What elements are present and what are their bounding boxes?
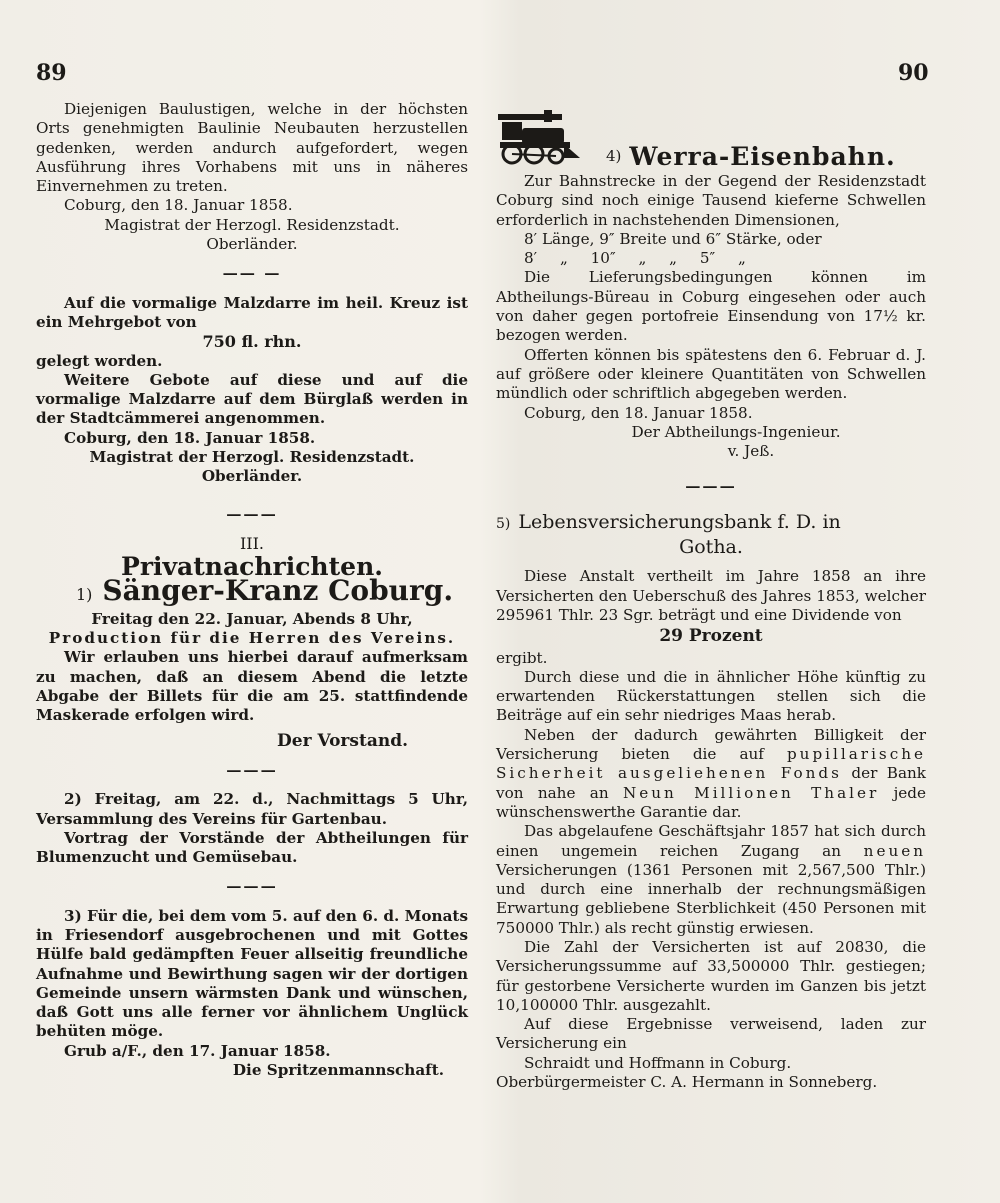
gotha-text-2: ergibt. (496, 648, 548, 667)
notice-text: Diejenigen Baulustigen, welche in der höchsten Orts genehmigten Baulinie Neubauten herzustellen gedenken, werden andurch aufgefordert, wegen Ausführung ihres Vorhabens mit uns in näheres Einvernehmen zu treten. (36, 100, 468, 196)
werra-dim-1: 8′ Länge, 9″ Breite und 6″ Stärke, oder (524, 229, 822, 248)
notice-malzdarre (36, 294, 468, 487)
page-number-left: 89 (36, 60, 67, 86)
werra-role: Der Abtheilungs-Ingenieur. (631, 422, 841, 441)
kranz-number: 1) (76, 584, 93, 604)
werra-date: Coburg, den 18. Januar 1858. (524, 403, 753, 422)
notice-gartenbau (36, 790, 468, 867)
notice-date: Coburg, den 18. Januar 1858. (64, 428, 316, 447)
notice-saengerkranz (36, 573, 468, 751)
gotha-text-5c: Versicherungen (1361 Personen mit 2,567,500 Thlr.) und durch eine innerhalb der rechnungsmäßigen Erwartung gebliebene Sterblichkeit (450 Personen mit 750000 Thlr.) als recht günstig erwiesen. (496, 860, 926, 937)
feuer-text: 3) Für die, bei dem vom 5. auf den 6. d. Monats in Friesendorf ausgebrochenen und mit Gottes Hülfe bald gedämpften Feuer allseitig freundliche Aufnahme und Bewirthung sagen wir der dortigen Gemeinde unsern wärmsten Dank und wünschen, daß Gott uns alle ferner vor ähnlichem Unglück behüten möge. (36, 906, 468, 1041)
left-column (36, 100, 468, 1080)
separator: ——— (226, 877, 278, 896)
gartenbau-text-2: Vortrag der Vorstände der Abtheilungen für Blumenzucht und Gemüsebau. (36, 828, 468, 867)
notice-amount: 750 fl. rhn. (202, 332, 302, 352)
gotha-text-4 (496, 726, 926, 822)
gotha-text: Diese Anstalt vertheilt im Jahre 1858 an ihre Versicherten den Ueberschuß des Jahres 1853, welcher 295961 Thlr. 23 Sgr. beträgt und eine Dividende von (496, 567, 926, 624)
notice-text-2: gelegt worden. (36, 351, 163, 370)
notice-signer: Oberländer. (206, 235, 298, 254)
werra-text-2: Die Lieferungsbedingungen können im Abtheilungs-Büreau in Coburg eingesehen oder auch von daher gegen portofreie Einsendung von 17½ kr. bezogen werden. (496, 268, 926, 345)
gotha-text-4c: der Bank von nahe an (496, 764, 926, 802)
section-title: Privatnachrichten. (121, 552, 383, 582)
gotha-text-4a: Neben der dadurch gewährten Billigkeit der Versicherung bieten die auf (496, 725, 926, 764)
werra-text-3: Offerten können bis spätestens den 6. Februar d. J. auf größere oder kleinere Quantitäten von Schwellen mündlich oder schriftlich abgegeben werden. (496, 345, 926, 403)
gotha-text-4d: Neun Millionen Thaler (622, 783, 880, 802)
gotha-number: 5) (496, 515, 511, 532)
gotha-text-4e: jede wünschenswerthe Garantie dar. (496, 783, 926, 821)
feuer-signer: Die Spritzenmannschaft. (232, 1061, 444, 1080)
gotha-title-2: Gotha. (679, 536, 743, 559)
feuer-date: Grub a/F., den 17. Januar 1858. (64, 1041, 331, 1060)
kranz-line-1: Freitag den 22. Januar, Abends 8 Uhr, (91, 609, 413, 628)
gotha-text-5a: Das abgelaufene Geschäftsjahr 1857 hat sich durch einen ungemein reichen Zugang an (496, 822, 926, 860)
notice-date: Coburg, den 18. Januar 1858. (64, 196, 293, 215)
kranz-signer: Der Vorstand. (277, 730, 408, 751)
right-column (496, 100, 926, 1092)
notice-signer: Oberländer. (201, 467, 303, 486)
gotha-text-5b: neuen (863, 841, 926, 860)
page-number-right: 90 (898, 60, 929, 86)
werra-title: Werra-Eisenbahn. (629, 141, 896, 171)
section-number: III. (239, 533, 265, 553)
gotha-heading (496, 510, 926, 559)
notice-baulinie (36, 100, 468, 254)
gotha-text-7: Auf diese Ergebnisse verweisend, laden zur Versicherung ein (496, 1015, 926, 1053)
kranz-line-2: Production für die Herren des Vereins. (48, 629, 456, 648)
werra-text: Zur Bahnstrecke in der Gegend der Residenzstadt Coburg sind noch einige Tausend kieferne Schwellen erforderlich in nachstehenden Dimensionen, (496, 172, 926, 229)
separator: ——— (226, 504, 278, 523)
notice-werra-eisenbahn (496, 106, 926, 461)
kranz-heading (76, 573, 468, 607)
notice-feuer (36, 907, 468, 1081)
separator: ——— (685, 477, 737, 496)
gotha-text-6: Die Zahl der Versicherten ist auf 20830, die Versicherungssumme auf 33,500000 Thlr. gestiegen; für gestorbene Versicherte wurden im Ganzen bis jetzt 10,100000 Thlr. ausgezahlt. (496, 937, 926, 1014)
notice-authority: Magistrat der Herzogl. Residenzstadt. (89, 448, 415, 467)
gartenbau-text: 2) Freitag, am 22. d., Nachmittags 5 Uhr, Versammlung des Vereins für Gartenbau. (36, 790, 468, 828)
werra-heading (496, 106, 926, 171)
locomotive-icon (496, 108, 582, 166)
gotha-agent-2: Oberbürgermeister C. A. Hermann in Sonneberg. (496, 1073, 878, 1092)
notice-authority: Magistrat der Herzogl. Residenzstadt. (104, 215, 400, 234)
notice-text-3: Weitere Gebote auf diese und auf die vormalige Malzdarre auf dem Bürglaß werden in der Stadtcämmerei angenommen. (36, 370, 468, 428)
gotha-text-5 (496, 822, 926, 938)
separator: —— — (222, 264, 282, 283)
gotha-title-1: Lebensversicherungsbank f. D. in (518, 510, 841, 533)
gotha-agent-1: Schraidt und Hoffmann in Coburg. (524, 1053, 792, 1072)
werra-number: 4) (606, 146, 622, 165)
gotha-text-3: Durch diese und die in ähnlicher Höhe künftig zu erwartenden Rückerstattungen stellen sich die Beiträge auf ein sehr niedriges Maas herab. (496, 667, 926, 725)
kranz-text: Wir erlauben uns hierbei darauf aufmerksam zu machen, daß an diesem Abend die letzte Abgabe der Billets für die am 25. stattfindende Maskerade erfolgen wird. (36, 648, 468, 725)
kranz-title: Sänger-Kranz Coburg. (102, 573, 454, 607)
gotha-text-4b: pupillarische Sicherheit ausgeliehenen Fonds (496, 745, 926, 783)
werra-signer: v. Jeß. (727, 442, 775, 461)
werra-dim-2: 8′ „ 10″ „ „ 5″ „ (524, 249, 746, 268)
gotha-percent: 29 Prozent (659, 626, 763, 647)
notice-lebensversicherung (496, 510, 926, 1093)
notice-text: Auf die vormalige Malzdarre im heil. Kreuz ist ein Mehrgebot von (36, 293, 468, 331)
separator: ——— (226, 760, 278, 779)
